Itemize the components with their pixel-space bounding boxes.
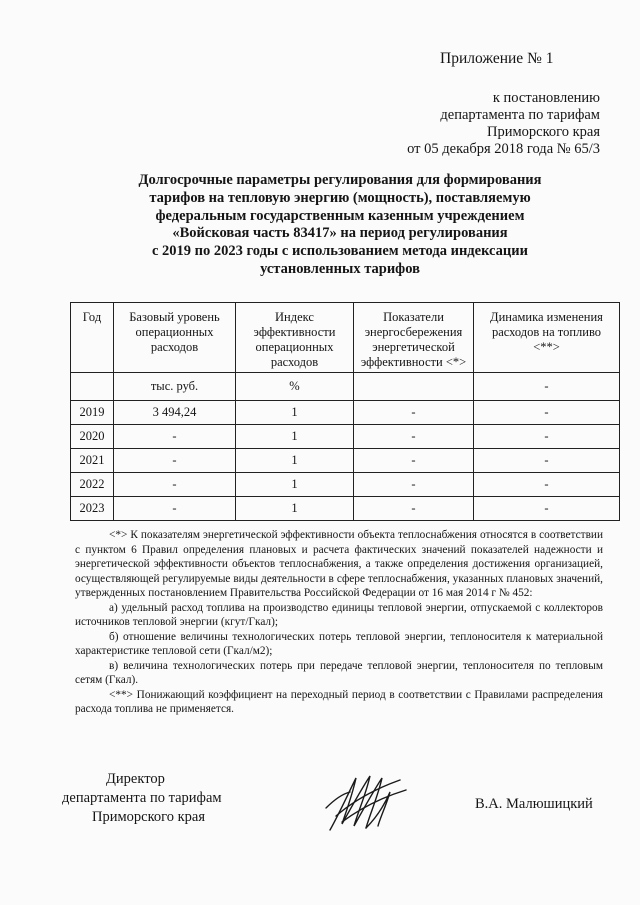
cell-fuel: - xyxy=(474,449,620,473)
cell-index: 1 xyxy=(236,473,354,497)
unit-fuel: - xyxy=(474,373,620,401)
title-line: установленных тарифов xyxy=(260,260,420,277)
table-row xyxy=(71,497,620,521)
cell-energy: - xyxy=(354,473,474,497)
cell-energy: - xyxy=(354,497,474,521)
table-row xyxy=(71,473,620,497)
title-line: тарифов на тепловую энергию (мощность), поставляемую xyxy=(149,189,531,206)
table-units-row xyxy=(71,373,620,401)
footnote-item-a: а) удельный расход топлива на производство единицы тепловой энергии, отпускаемой с коллекторов источников тепловой энергии (кгут/Гкал); xyxy=(75,601,603,628)
cell-index: 1 xyxy=(236,449,354,473)
header-efficiency-index: Индекс эффективности операционных расходов xyxy=(236,303,354,373)
cell-fuel: - xyxy=(474,473,620,497)
header-base-level: Базовый уровень операционных расходов xyxy=(114,303,236,373)
document-title xyxy=(70,172,610,279)
signatory-position xyxy=(62,770,222,827)
title-line: Долгосрочные параметры регулирования для формирования xyxy=(138,172,542,188)
header-energy-saving: Показатели энергосбережения энергетической эффективности <*> xyxy=(354,303,474,373)
cell-year: 2020 xyxy=(71,425,114,449)
cell-fuel: - xyxy=(474,401,620,425)
footnotes xyxy=(75,528,603,717)
unit-index: % xyxy=(236,373,354,401)
decree-line: Приморского края xyxy=(486,124,600,140)
table-row xyxy=(71,401,620,425)
cell-base: - xyxy=(114,425,236,449)
cell-index: 1 xyxy=(236,425,354,449)
footnote-fuel: <**> Понижающий коэффициент на переходный период в соответствии с Правилами распределения расхода топлива не применяется. xyxy=(75,688,603,715)
decree-line: департамента по тарифам xyxy=(440,107,600,123)
unit-base: тыс. руб. xyxy=(114,373,236,401)
cell-base: - xyxy=(114,449,236,473)
unit-year xyxy=(71,373,114,401)
table-row xyxy=(71,425,620,449)
cell-base: - xyxy=(114,497,236,521)
title-line: федеральным государственным казенным учреждением xyxy=(155,207,525,224)
cell-fuel: - xyxy=(474,425,620,449)
title-line: с 2019 по 2023 годы с использованием метода индексации xyxy=(152,243,528,260)
header-fuel-dynamics: Динамика изменения расходов на топливо <**> xyxy=(474,303,620,373)
unit-energy xyxy=(354,373,474,401)
header-year: Год xyxy=(71,303,114,373)
cell-base: 3 494,24 xyxy=(114,401,236,425)
title-line: «Войсковая часть 83417» на период регулирования xyxy=(172,225,508,242)
cell-index: 1 xyxy=(236,497,354,521)
cell-year: 2022 xyxy=(71,473,114,497)
signatory-region: Приморского края xyxy=(92,809,206,825)
table-row xyxy=(71,449,620,473)
footnote-item-c: в) величина технологических потерь при передаче тепловой энергии, теплоносителя по тепловым сетям (Гкал). xyxy=(75,659,603,686)
cell-year: 2019 xyxy=(71,401,114,425)
decree-line: от 05 декабря 2018 года № 65/3 xyxy=(407,141,600,157)
cell-index: 1 xyxy=(236,401,354,425)
appendix-title: Приложение № 1 xyxy=(440,50,554,67)
cell-energy: - xyxy=(354,449,474,473)
decree-reference xyxy=(340,90,600,158)
cell-energy: - xyxy=(354,425,474,449)
cell-energy: - xyxy=(354,401,474,425)
handwritten-signature xyxy=(322,772,412,834)
cell-base: - xyxy=(114,473,236,497)
cell-year: 2023 xyxy=(71,497,114,521)
footnote-energy-efficiency: <*> К показателям энергетической эффективности объекта теплоснабжения относятся в соответствии с пунктом 6 Правил определения плановых и расчета фактических значений показателей надежности и энергетической эффективности объектов теплоснабжения, а также определения достижения организацией, осуществляющей регулируемые виды деятельности в сфере теплоснабжения, указанных плановых значений, утвержденных постановлением Правительства Российской Федерации от 16 мая 2014 г № 452: xyxy=(75,529,603,599)
signatory-department: департамента по тарифам xyxy=(62,790,222,806)
signatory-title: Директор xyxy=(106,771,165,787)
decree-line: к постановлению xyxy=(492,90,600,106)
cell-year: 2021 xyxy=(71,449,114,473)
signatory-name: В.А. Малюшицкий xyxy=(475,796,593,812)
parameters-table xyxy=(70,302,620,521)
footnote-item-b: б) отношение величины технологических потерь тепловой энергии, теплоносителя к материальной характеристике тепловой сети (Гкал/м2); xyxy=(75,630,603,657)
cell-fuel: - xyxy=(474,497,620,521)
table-header-row xyxy=(71,303,620,373)
